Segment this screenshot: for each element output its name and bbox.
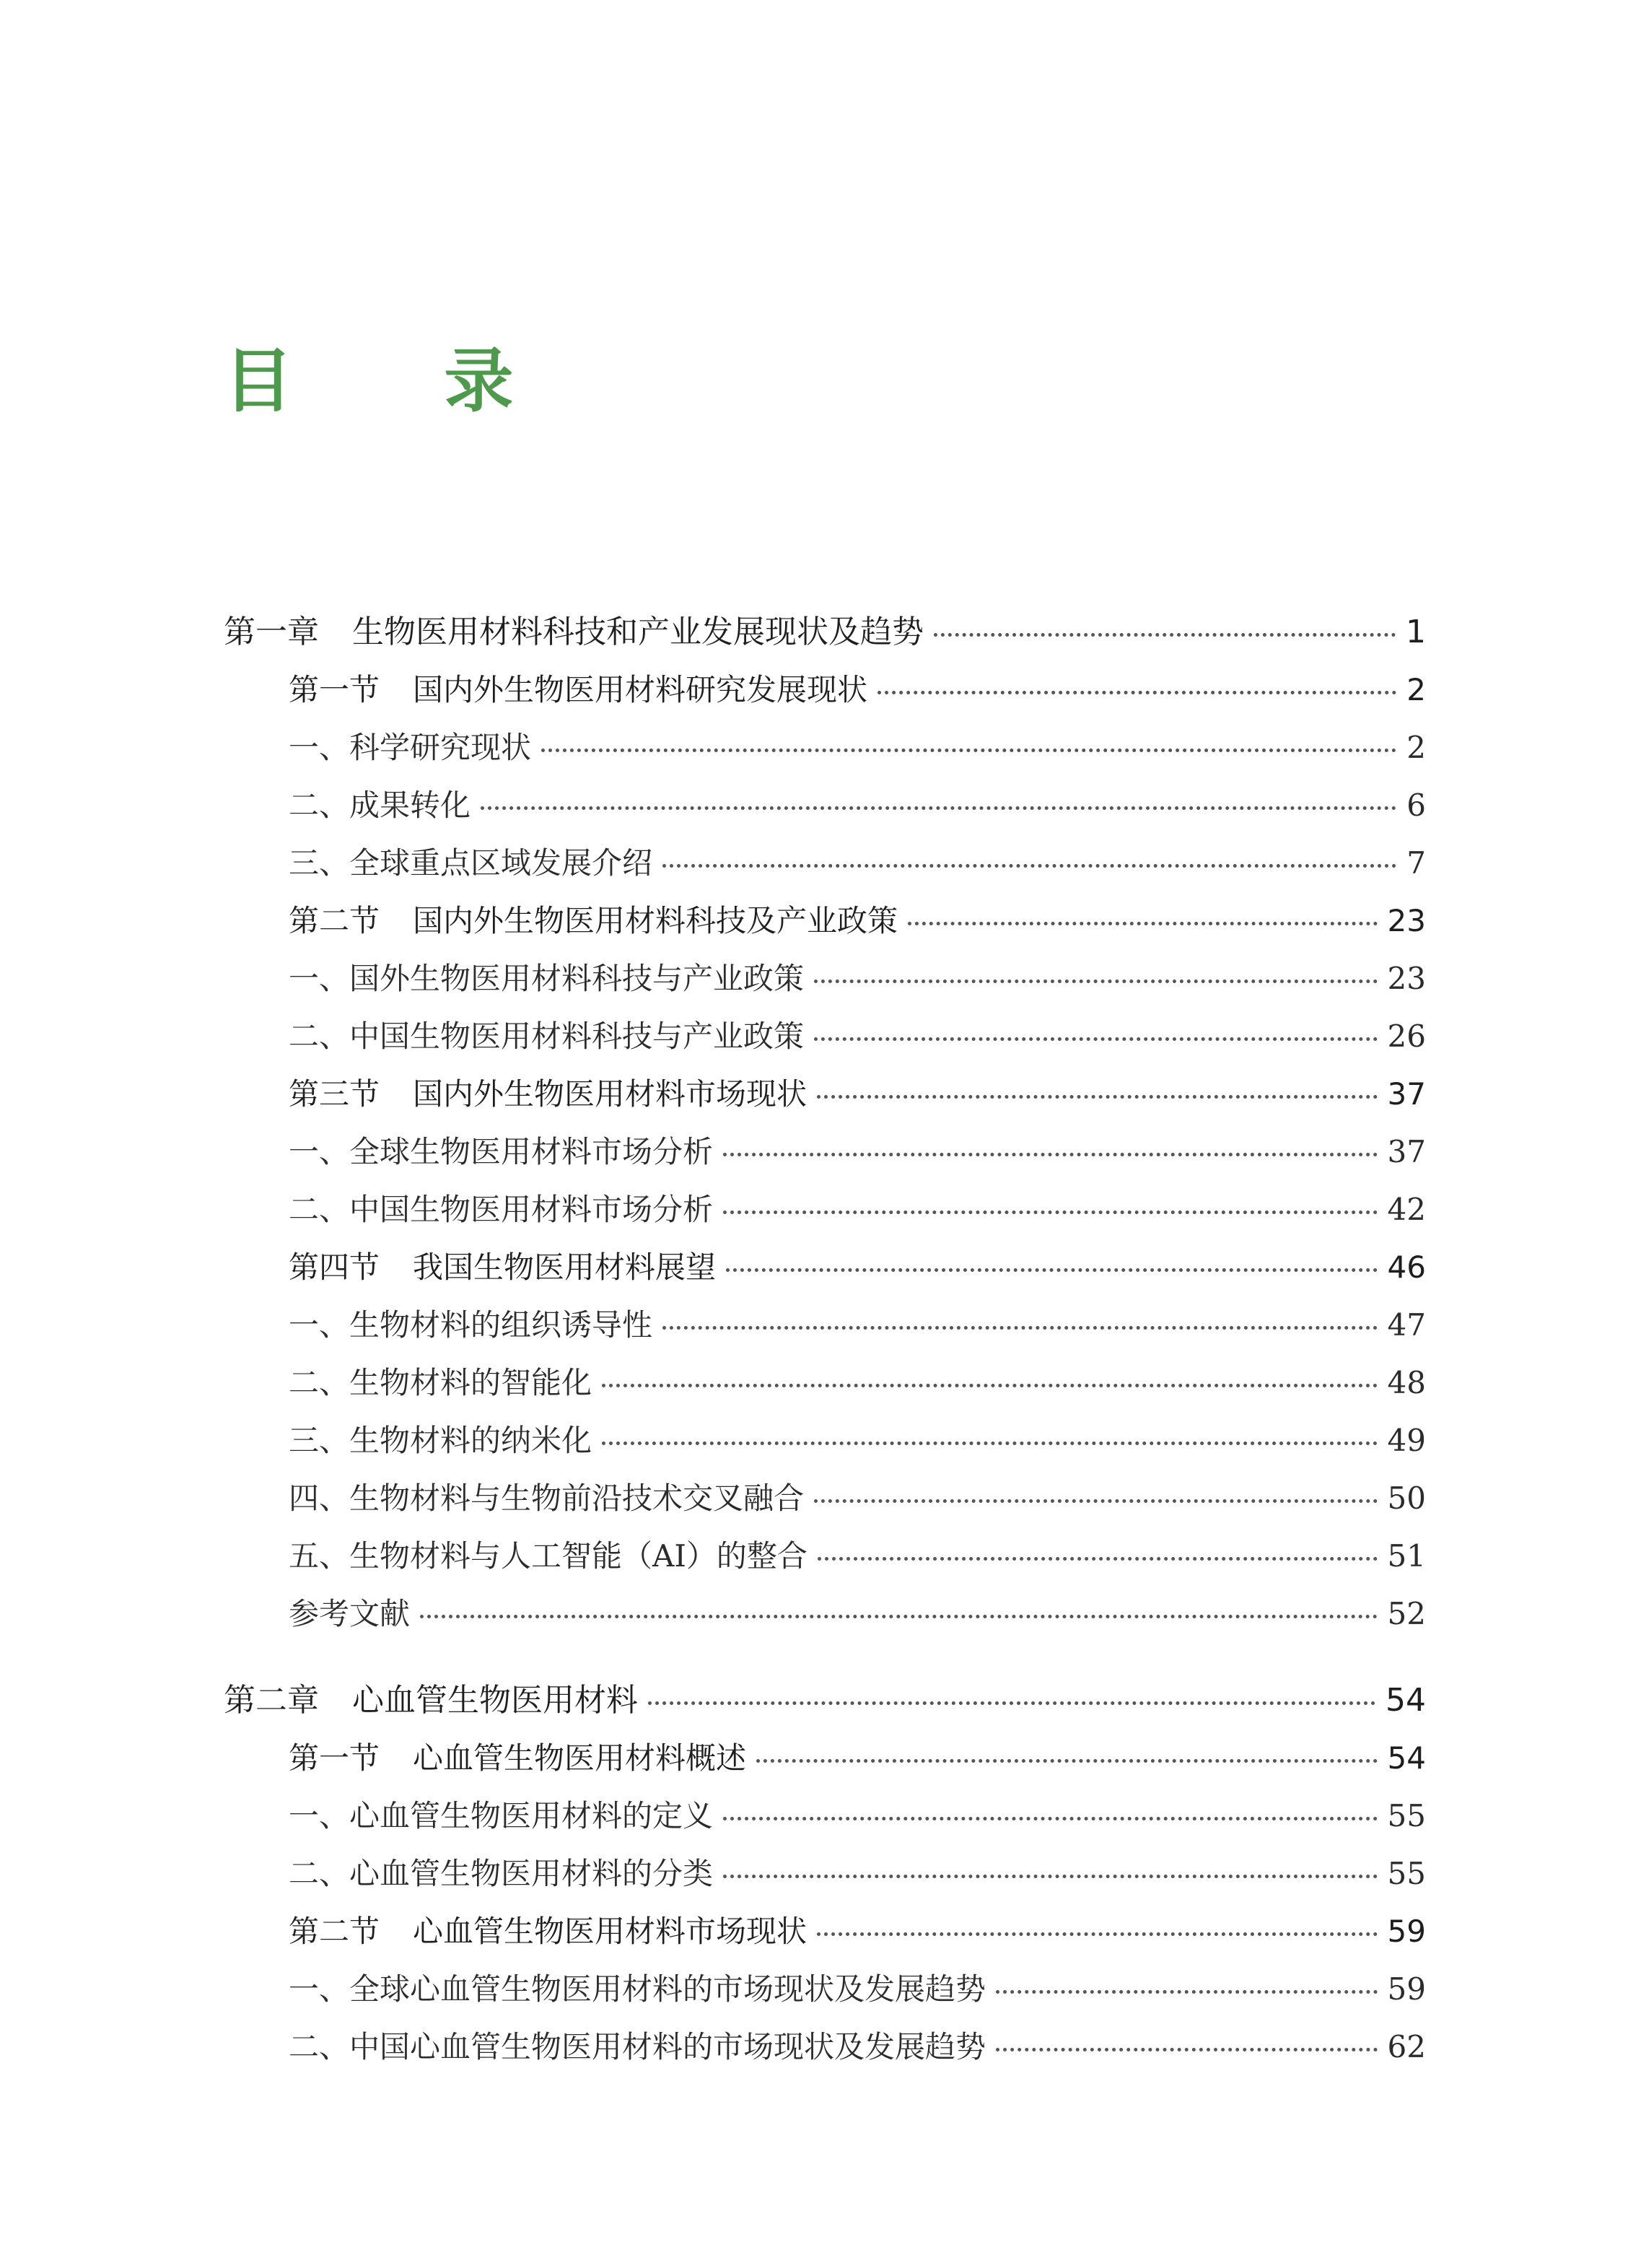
toc-entry-label: 心血管生物医用材料概述 (413, 1740, 747, 1776)
toc-page-number: 59 (1387, 1971, 1426, 2007)
toc-entry-title (289, 834, 652, 892)
toc-page-number: 46 (1387, 1249, 1426, 1285)
toc-page-number: 49 (1387, 1423, 1426, 1458)
toc-item[interactable] (289, 1296, 1426, 1354)
dot-leader (481, 806, 1396, 810)
dot-leader (420, 1615, 1378, 1618)
toc-item[interactable] (289, 834, 1426, 892)
toc-section[interactable] (289, 1730, 1426, 1787)
toc-entry-label: 二、成果转化 (289, 788, 471, 823)
dot-leader (541, 749, 1396, 752)
toc-page-number: 50 (1387, 1480, 1426, 1516)
toc-entry-number: 第三节 (289, 1076, 380, 1112)
toc-page-number: 55 (1387, 1798, 1426, 1833)
toc-item[interactable] (289, 1123, 1426, 1181)
toc-chapter[interactable] (224, 603, 1426, 661)
dot-leader (723, 1817, 1378, 1820)
dot-leader (814, 1037, 1378, 1041)
toc-entry-title (224, 1672, 638, 1730)
dot-leader (602, 1384, 1378, 1387)
toc-entry-label: 生物医用材料科技和产业发展现状及趋势 (352, 614, 924, 650)
dot-leader (723, 1153, 1378, 1156)
page-title: 目 录 (224, 341, 577, 422)
toc-entry-label: 国内外生物医用材料研究发展现状 (413, 672, 868, 707)
toc-entry-title (224, 603, 924, 661)
toc-entry-title (289, 2018, 986, 2076)
toc-page-number: 55 (1387, 1856, 1426, 1891)
toc-entry-number: 第一节 (289, 1740, 380, 1776)
toc-entry-title (289, 1960, 986, 2018)
dot-leader (934, 633, 1396, 637)
toc-entry-label: 一、国外生物医用材料科技与产业政策 (289, 961, 805, 996)
dot-leader (648, 1701, 1375, 1705)
toc-entry-title (289, 719, 531, 777)
toc-page-number: 26 (1387, 1019, 1426, 1054)
toc-entry-label: 一、生物材料的组织诱导性 (289, 1307, 653, 1343)
toc-entry-number: 第二节 (289, 1914, 380, 1949)
toc-page-number: 52 (1387, 1596, 1426, 1631)
toc-entry-title (289, 1470, 804, 1527)
toc-entry-title (289, 1181, 713, 1239)
dot-leader (662, 1326, 1378, 1330)
toc-item[interactable] (289, 1585, 1426, 1643)
toc-page-number: 1 (1406, 614, 1426, 650)
toc-section[interactable] (289, 1065, 1426, 1123)
toc-entry-label: 心血管生物医用材料市场现状 (413, 1914, 808, 1949)
dot-leader (662, 864, 1396, 868)
toc-item[interactable] (289, 1960, 1426, 2018)
dot-leader (817, 1095, 1378, 1099)
dot-leader (878, 691, 1396, 694)
toc-entry-title (289, 950, 804, 1008)
toc-item[interactable] (289, 1008, 1426, 1065)
toc-page-number: 23 (1387, 903, 1426, 938)
toc-page-number: 47 (1387, 1307, 1426, 1343)
toc-item[interactable] (289, 950, 1426, 1008)
dot-leader (996, 2048, 1378, 2051)
dot-leader (814, 1499, 1378, 1503)
toc-page-number: 37 (1387, 1076, 1426, 1112)
toc-page-number: 54 (1386, 1682, 1426, 1719)
toc-entry-title (289, 1065, 807, 1123)
toc-entry-number: 第二节 (289, 903, 380, 938)
toc-entry-title (289, 1903, 807, 1960)
toc-item[interactable] (289, 1354, 1426, 1412)
dot-leader (814, 980, 1378, 983)
toc-page-number: 7 (1406, 845, 1426, 881)
toc-item[interactable] (289, 1787, 1426, 1845)
toc-entry-title (289, 1239, 716, 1296)
toc-entry-label: 一、心血管生物医用材料的定义 (289, 1798, 714, 1833)
toc-item[interactable] (289, 719, 1426, 777)
toc-entry-label: 参考文献 (289, 1596, 411, 1631)
toc-entry-label: 二、心血管生物医用材料的分类 (289, 1856, 714, 1891)
toc-item[interactable] (289, 1470, 1426, 1527)
toc-entry-label: 一、全球心血管生物医用材料的市场现状及发展趋势 (289, 1971, 986, 2007)
toc-section[interactable] (289, 892, 1426, 950)
toc-entry-title (289, 1845, 713, 1903)
toc-entry-label: 心血管生物医用材料 (352, 1682, 638, 1719)
toc-item[interactable] (289, 1527, 1426, 1585)
toc-page-number: 2 (1406, 672, 1426, 707)
toc-entry-label: 二、中国生物医用材料市场分析 (289, 1192, 714, 1227)
toc-entry-label: 一、科学研究现状 (289, 730, 532, 765)
dot-leader (817, 1932, 1378, 1936)
toc-entry-number: 第四节 (289, 1249, 380, 1285)
toc-chapter[interactable] (224, 1672, 1426, 1730)
toc-entry-title (289, 1585, 410, 1643)
toc-entry-title (289, 1730, 746, 1787)
toc-entry-label: 三、全球重点区域发展介绍 (289, 845, 653, 881)
dot-leader (996, 1990, 1378, 1994)
dot-leader (723, 1211, 1378, 1214)
toc-entry-title (289, 1354, 592, 1412)
dot-leader (602, 1442, 1378, 1445)
toc-entry-title (289, 777, 471, 834)
toc-item[interactable] (289, 1181, 1426, 1239)
toc-item[interactable] (289, 2018, 1426, 2076)
toc-entry-title (289, 661, 867, 719)
toc-page-number: 51 (1387, 1538, 1426, 1574)
toc-section[interactable] (289, 1239, 1426, 1296)
dot-leader (818, 1557, 1378, 1561)
toc-item[interactable] (289, 777, 1426, 834)
toc-page-number: 6 (1406, 788, 1426, 823)
toc-page-number: 2 (1406, 730, 1426, 765)
toc-page-number: 54 (1387, 1740, 1426, 1776)
toc-entry-title (289, 1787, 713, 1845)
toc-entry-label: 三、生物材料的纳米化 (289, 1423, 592, 1458)
dot-leader (723, 1875, 1378, 1878)
toc-page-number: 59 (1387, 1914, 1426, 1949)
toc-entry-label: 我国生物医用材料展望 (413, 1249, 717, 1285)
toc-entry-label: 国内外生物医用材料科技及产业政策 (413, 903, 898, 938)
toc-page-number: 23 (1387, 961, 1426, 996)
toc-entry-label: 四、生物材料与生物前沿技术交叉融合 (289, 1480, 805, 1516)
toc-page-number: 48 (1387, 1365, 1426, 1400)
toc-entry-number: 第一节 (289, 672, 380, 707)
toc-entry-label: 国内外生物医用材料市场现状 (413, 1076, 808, 1112)
toc-entry-label: 二、生物材料的智能化 (289, 1365, 592, 1400)
dot-leader (756, 1759, 1378, 1763)
toc-page-number: 42 (1387, 1192, 1426, 1227)
toc-item[interactable] (289, 1412, 1426, 1470)
toc-entry-title (289, 1412, 592, 1470)
toc-entry-number: 第一章 (224, 614, 319, 650)
toc-entry-title (289, 892, 898, 950)
toc-entry-title (289, 1008, 804, 1065)
toc-entry-title (289, 1123, 713, 1181)
toc-item[interactable] (289, 1845, 1426, 1903)
toc-page-number: 62 (1387, 2029, 1426, 2064)
toc-entry-label: 一、全球生物医用材料市场分析 (289, 1134, 714, 1169)
toc-entry-title (289, 1296, 652, 1354)
toc-entry-label: 五、生物材料与人工智能（AI）的整合 (289, 1538, 808, 1574)
toc-section[interactable] (289, 1903, 1426, 1960)
toc-page-number: 37 (1387, 1134, 1426, 1169)
toc-entry-label: 二、中国心血管生物医用材料的市场现状及发展趋势 (289, 2029, 986, 2064)
toc-entry-number: 第二章 (224, 1682, 319, 1719)
dot-leader (726, 1268, 1378, 1272)
toc-entry-label: 二、中国生物医用材料科技与产业政策 (289, 1019, 805, 1054)
dot-leader (908, 922, 1378, 925)
toc-section[interactable] (289, 661, 1426, 719)
toc-entry-title (289, 1527, 808, 1585)
